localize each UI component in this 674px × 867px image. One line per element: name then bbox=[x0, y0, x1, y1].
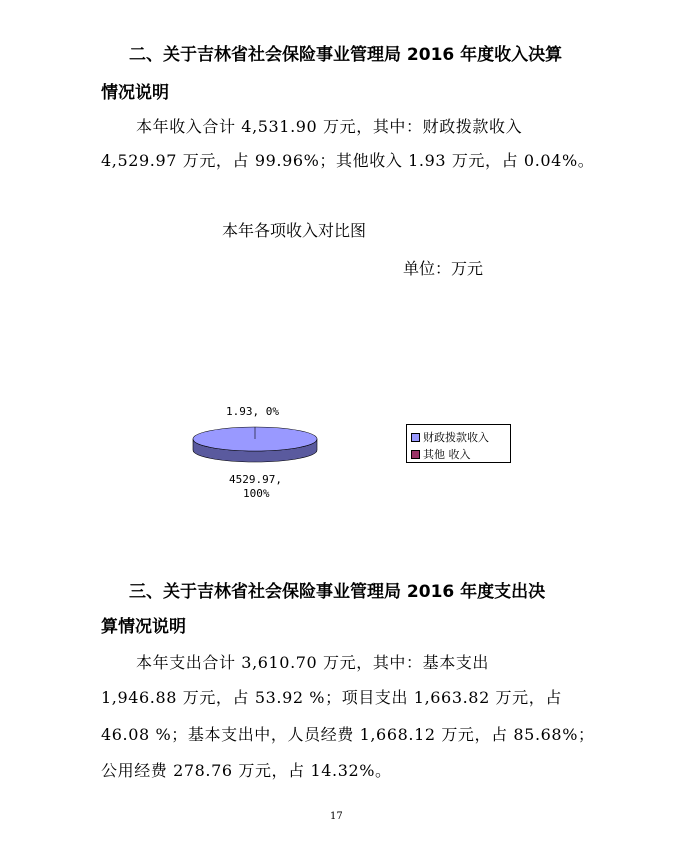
chart-title: 本年各项收入对比图 bbox=[222, 221, 367, 240]
legend-item-fiscal bbox=[411, 429, 489, 445]
section2-paragraph-line1: 本年收入合计 4,531.90 万元，其中：财政拨款收入 bbox=[136, 117, 523, 136]
section3-paragraph-line1: 本年支出合计 3,610.70 万元，其中：基本支出 bbox=[136, 653, 490, 672]
section2-paragraph-line2: 4,529.97 万元，占 99.96%；其他收入 1.93 万元，占 0.04%。 bbox=[101, 151, 595, 170]
section3-paragraph-line3: 46.08 %；基本支出中，人员经费 1,668.12 万元，占 85.68%； bbox=[101, 725, 595, 744]
section3-heading-line2: 算情况说明 bbox=[101, 617, 186, 637]
section3-paragraph-line2: 1,946.88 万元，占 53.92 %；项目支出 1,663.82 万元，占 bbox=[101, 688, 562, 707]
section3-paragraph-line4: 公用经费 278.76 万元，占 14.32%。 bbox=[101, 761, 392, 780]
chart-unit-label: 单位：万元 bbox=[403, 259, 484, 278]
pie-label-other: 1.93, 0% bbox=[226, 405, 279, 418]
section3-heading-line1: 三、关于吉林省社会保险事业管理局 2016 年度支出决 bbox=[129, 582, 546, 602]
legend-swatch-fiscal bbox=[411, 433, 420, 442]
section2-heading-line2: 情况说明 bbox=[101, 83, 169, 103]
legend-swatch-other bbox=[411, 450, 420, 459]
pie-chart bbox=[180, 415, 340, 475]
legend-label-fiscal: 财政拨款收入 bbox=[423, 431, 489, 444]
section2-heading-line1: 二、关于吉林省社会保险事业管理局 2016 年度收入决算 bbox=[129, 45, 563, 65]
pie-label-fiscal-value: 4529.97, bbox=[229, 473, 282, 486]
legend-label-other: 其他 收入 bbox=[423, 448, 471, 461]
pie-label-fiscal-percent: 100% bbox=[243, 487, 270, 500]
legend-item-other bbox=[411, 446, 471, 462]
chart-legend bbox=[406, 424, 511, 463]
page-number: 17 bbox=[330, 811, 343, 822]
